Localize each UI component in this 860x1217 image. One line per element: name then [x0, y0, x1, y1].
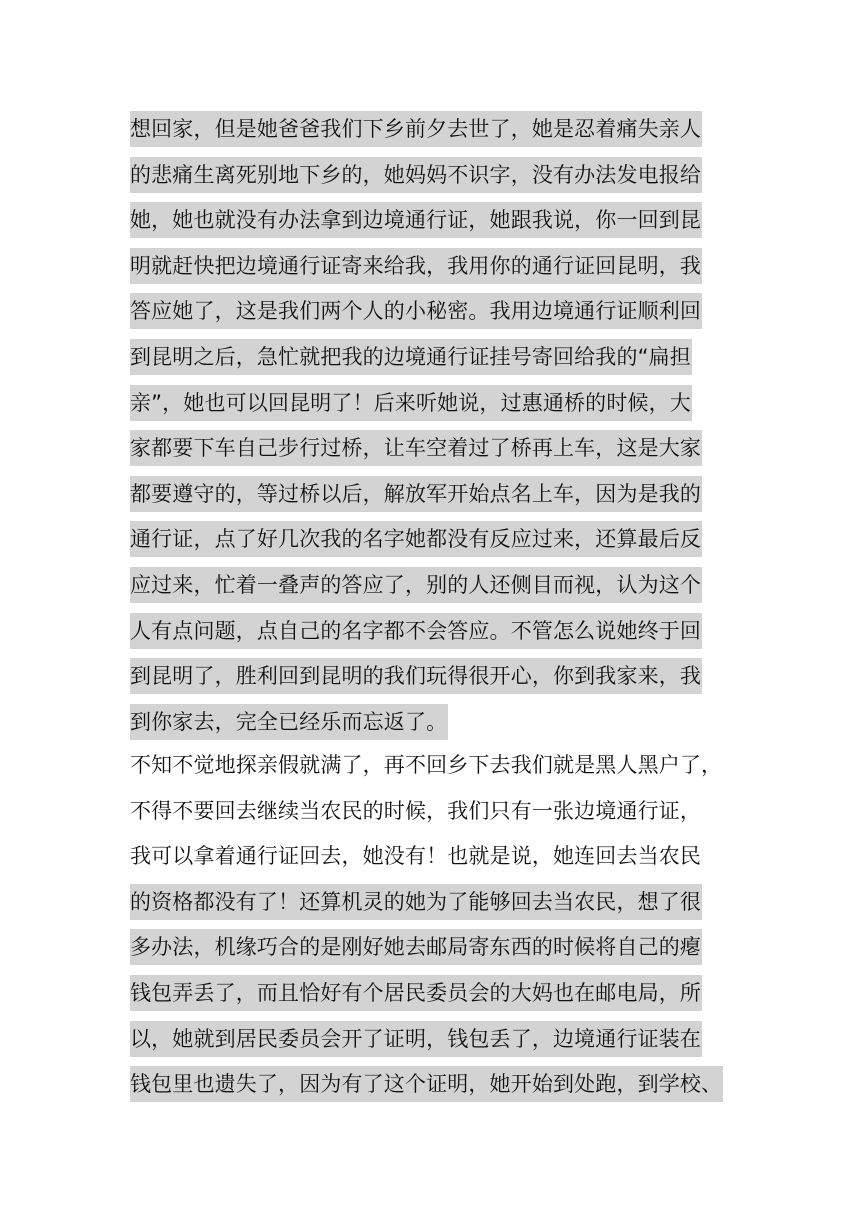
text-line	[130, 288, 740, 334]
highlighted-text: 到昆明了，胜利回到昆明的我们玩得很开心，你到我家来，我	[130, 658, 702, 694]
highlighted-text: 想回家，但是她爸爸我们下乡前夕去世了，她是忍着痛失亲人	[130, 111, 702, 147]
highlighted-text: 钱包里也遗失了，因为有了这个证明，她开始到处跑，到学校、	[130, 1066, 723, 1102]
highlighted-text: 到你家去，完全已经乐而忘返了。	[130, 704, 448, 740]
paragraph-2	[130, 742, 740, 1107]
highlighted-text: 的资格都没有了！还算机灵的她为了能够回去当农民，想了很	[130, 884, 702, 920]
text-line	[130, 471, 740, 517]
text-line	[130, 106, 740, 152]
plain-text: 不知不觉地探亲假就满了，再不回乡下去我们就是黑人黑户了，	[130, 753, 723, 777]
highlighted-text: 家都要下车自己步行过桥，让车空着过了桥再上车，这是大家	[130, 430, 702, 466]
paragraph-1	[130, 106, 740, 744]
highlighted-text: 到昆明之后，急忙就把我的边境通行证挂号寄回给我的“扁担	[130, 339, 692, 375]
highlighted-text: 通行证，点了好几次我的名字她都没有反应过来，还算最后反	[130, 521, 702, 557]
text-line	[130, 1016, 740, 1062]
highlighted-text: 的悲痛生离死别地下乡的，她妈妈不识字，没有办法发电报给	[130, 157, 702, 193]
highlighted-text: 多办法，机缘巧合的是刚好她去邮局寄东西的时候将自己的瘪	[130, 929, 702, 965]
text-line	[130, 243, 740, 289]
text-line	[130, 653, 740, 699]
text-line	[130, 879, 740, 925]
plain-text: 我可以拿着通行证回去，她没有！也就是说，她连回去当农民	[130, 844, 702, 869]
text-line	[130, 742, 740, 788]
highlighted-text: 亲”，她也可以回昆明了！后来听她说，过惠通桥的时候，大	[130, 385, 692, 421]
highlighted-text: 人有点问题，点自己的名字都不会答应。不管怎么说她终于回	[130, 613, 702, 649]
highlighted-text: 以，她就到居民委员会开了证明，钱包丢了，边境通行证装在	[130, 1021, 702, 1057]
highlighted-text: 答应她了，这是我们两个人的小秘密。我用边境通行证顺利回	[130, 293, 702, 329]
text-line	[130, 425, 740, 471]
highlighted-text: 明就赶快把边境通行证寄来给我，我用你的通行证回昆明，我	[130, 248, 702, 284]
highlighted-text: 她，她也就没有办法拿到边境通行证，她跟我说，你一回到昆	[130, 202, 702, 238]
highlighted-text: 应过来，忙着一叠声的答应了，别的人还侧目而视，认为这个	[130, 567, 702, 603]
text-line	[130, 924, 740, 970]
highlighted-text: 都要遵守的，等过桥以后，解放军开始点名上车，因为是我的	[130, 476, 702, 512]
text-line	[130, 970, 740, 1016]
plain-text: 不得不要回去继续当农民的时候，我们只有一张边境通行证，	[130, 798, 702, 823]
text-line	[130, 833, 740, 879]
text-line	[130, 152, 740, 198]
text-line	[130, 334, 740, 380]
text-line	[130, 1061, 740, 1107]
highlighted-text: 钱包弄丢了，而且恰好有个居民委员会的大妈也在邮电局，所	[130, 975, 702, 1011]
text-line	[130, 699, 740, 745]
text-line	[130, 516, 740, 562]
text-line	[130, 608, 740, 654]
text-line	[130, 380, 740, 426]
text-line	[130, 197, 740, 243]
text-line	[130, 562, 740, 608]
text-line	[130, 788, 740, 834]
